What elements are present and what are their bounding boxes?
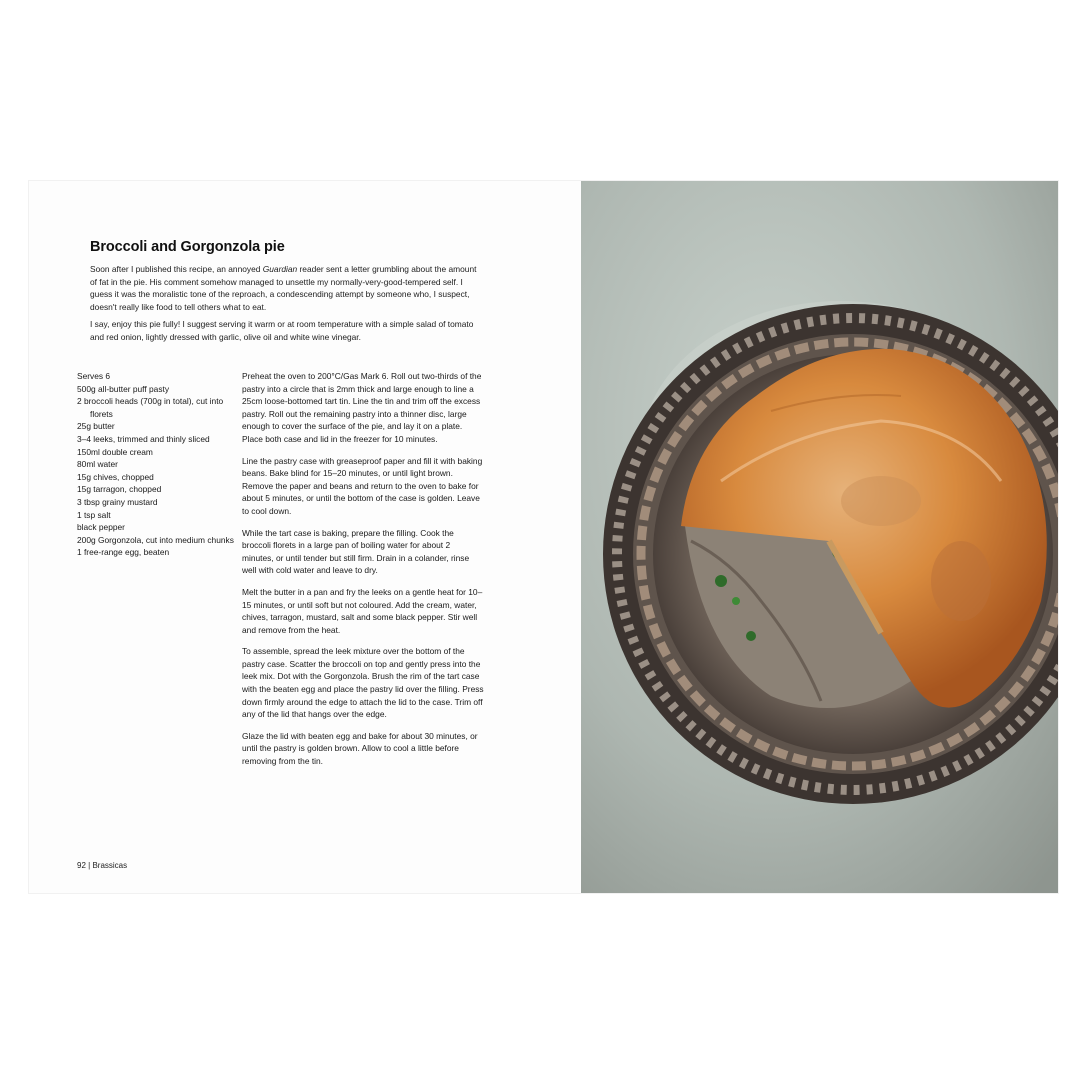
ingredient-item: Serves 6 (77, 371, 111, 381)
ingredient-item: 200g Gorgonzola, cut into medium chunks (77, 534, 234, 545)
ingredient-item: 1 free-range egg, beaten (77, 547, 170, 558)
intro-paragraph: I say, enjoy this pie fully! I suggest serving it warm or at room temperature with a simple salad of tomato and red onion, lightly dressed with garlic, olive oil and white wine vinegar. (90, 319, 474, 342)
ingredient-item: 3 tbsp grainy mustard (77, 496, 158, 507)
publication-name: Guardian (262, 264, 298, 274)
section-name: Brassicas (92, 861, 128, 870)
pie-photo-illustration (581, 181, 1058, 893)
page-number: 92 (77, 861, 86, 870)
ingredient-item: 3–4 leeks, trimmed and thinly sliced (77, 433, 210, 444)
method-step: Line the pastry case with greaseproof paper and fill it with baking beans. Bake blind for 15–20 minutes, or until light brown. Remove the paper and beans and return to the oven to bake for about 5 minutes, or until the bottom of the case is golden. Leave to cool down. (242, 455, 483, 516)
ingredient-item: 2 broccoli heads (700g in total), cut into florets (77, 396, 224, 419)
page-footer (77, 861, 127, 870)
recipe-intro (90, 263, 480, 349)
ingredient-item: 1 tsp salt (77, 509, 111, 520)
ingredient-item: 15g chives, chopped (77, 471, 154, 482)
ingredient-item: 150ml double cream (77, 446, 153, 457)
method-steps (242, 370, 484, 777)
ingredient-item: 80ml water (77, 459, 118, 470)
ingredient-item: black pepper (77, 522, 125, 533)
ingredient-item: 500g all-butter puff pasty (77, 383, 170, 394)
method-step: Glaze the lid with beaten egg and bake for about 30 minutes, or until the pastry is golden brown. Allow to cool a little before removing from the tin. (242, 730, 478, 767)
method-step: To assemble, spread the leek mixture over the bottom of the pastry case. Scatter the broccoli on top and gently press into the leek mix. Dot with the Gorgonzola. Brush the rim of the tart case with the beaten egg and place the pastry lid over the filling. Press down firmly around the edge to attach the lid to the case. Trim off any of the lid that hangs over the edge. (242, 646, 484, 720)
method-step: While the tart case is baking, prepare the filling. Cook the broccoli florets in a large pan of boiling water for about 2 minutes, or until tender but still firm. Drain in a colander, rinse well with cold water and leave to dry. (242, 527, 470, 576)
pie-photo (581, 181, 1058, 893)
method-step: Preheat the oven to 200°C/Gas Mark 6. Roll out two-thirds of the pastry into a circle that is 2mm thick and large enough to line a 25cm loose-bottomed tart tin. Line the tin and trim off the excess pastry. Roll out the remaining pastry into a thinner disc, large enough to cover the surface of the pie, and lay it on a plate. Place both case and lid in the freezer for 10 minutes. (242, 371, 482, 444)
ingredients-list (77, 370, 237, 559)
method-step: Melt the butter in a pan and fry the leeks on a gentle heat for 10–15 minutes, or until soft but not coloured. Add the cream, water, chives, tarragon, mustard, salt and some black pepper. Stir well and remove from the heat. (242, 586, 483, 635)
left-page (29, 181, 581, 893)
footer-separator: | (88, 861, 91, 870)
ingredient-item: 15g tarragon, chopped (77, 484, 162, 495)
ingredient-item: 25g butter (77, 421, 115, 432)
intro-paragraph: Soon after I published this recipe, an annoyed Guardian reader sent a letter grumbling about the amount of fat in the pie. His comment somehow managed to unsettle my normally-very-good-tempered self. I guess it was the moralistic tone of the reproach, a condescending attempt by someone who, I suspect, doesn't really like food to tell others what to eat. (90, 264, 477, 312)
recipe-title: Broccoli and Gorgonzola pie (90, 239, 285, 255)
